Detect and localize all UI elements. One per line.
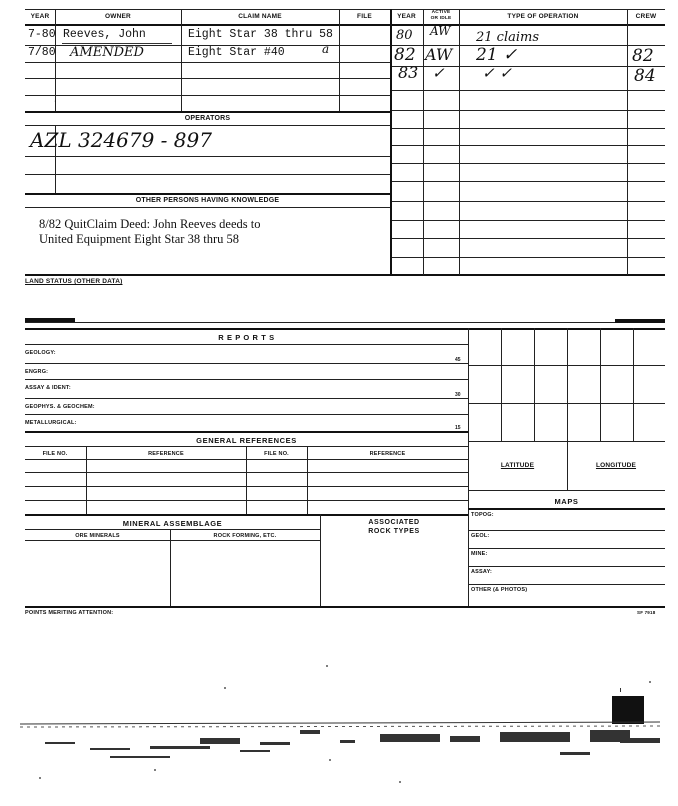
other-persons-title: OTHER PERSONS HAVING KNOWLEDGE <box>135 197 280 204</box>
claim-row-2-mark: a <box>322 42 330 56</box>
associated-rock-types-2: ROCK TYPES <box>368 528 420 535</box>
file-header: FILE <box>357 13 372 20</box>
report-label-metallurgical: METALLURGICAL: <box>25 420 77 426</box>
ref-col-file-no-1: FILE NO. <box>42 451 68 457</box>
reports-title: R E P O R T S <box>218 333 275 342</box>
rock-forming-label: ROCK FORMING, ETC. <box>213 533 277 539</box>
claim-row-1-claim-name: Eight Star 38 thru 58 <box>188 28 333 41</box>
op-row-2-type: 21 ✓ <box>476 45 518 65</box>
form-code: SF 7918 <box>637 610 656 615</box>
claim-name-header: CLAIM NAME <box>238 13 282 20</box>
land-status-label: LAND STATUS (OTHER DATA) <box>25 278 123 285</box>
type-of-operation-header: TYPE OF OPERATION <box>507 13 579 20</box>
operators-entry: AZL 324679 - 897 <box>30 128 212 152</box>
report-label-engrg: ENGRG: <box>25 369 49 375</box>
claim-row-1-owner: Reeves, John <box>63 28 146 41</box>
report-num-geology: 45 <box>455 357 461 363</box>
maps-topog-label: TOPOG: <box>471 512 494 518</box>
general-references-title: GENERAL REFERENCES <box>196 436 297 445</box>
longitude-label: LONGITUDE <box>595 462 637 469</box>
op-row-3-type: ✓ ✓ <box>482 64 512 82</box>
year2-header: YEAR <box>397 13 416 20</box>
owner-header: OWNER <box>105 13 131 20</box>
operators-title: OPERATORS <box>184 115 231 122</box>
report-label-assay: ASSAY & IDENT: <box>25 385 71 391</box>
op-row-2-crew: 82 <box>632 46 654 66</box>
active-header-1: ACTIVE <box>431 10 451 15</box>
claim-row-1-year: 7-80 <box>28 28 56 41</box>
op-row-3-crew: 84 <box>634 66 656 86</box>
other-persons-line-1: 8/82 QuitClaim Deed: John Reeves deeds to <box>39 217 261 231</box>
report-label-geophys: GEOPHYS. & GEOCHEM: <box>25 404 95 410</box>
claim-row-2-claim-name: Eight Star #40 <box>188 46 285 59</box>
crew-header: CREW <box>635 13 657 20</box>
mineral-assemblage-title: MINERAL ASSEMBLAGE <box>122 519 223 528</box>
op-row-3-active: ✓ <box>432 64 445 82</box>
report-num-metallurgical: 15 <box>455 425 461 431</box>
year-header: YEAR <box>30 13 50 20</box>
maps-mine-label: MINE: <box>471 551 488 557</box>
latitude-label: LATITUDE <box>500 462 535 469</box>
op-row-2-year: 82 <box>394 45 416 65</box>
ref-col-file-no-2: FILE NO. <box>264 451 289 457</box>
op-row-1-type: 21 claims <box>476 30 540 45</box>
report-label-geology: GEOLOGY: <box>25 350 56 356</box>
maps-assay-label: ASSAY: <box>471 569 493 575</box>
op-row-1-active: AW <box>430 24 451 38</box>
report-num-assay: 30 <box>455 392 461 398</box>
active-header-2: OR IDLE <box>430 16 452 21</box>
maps-title: MAPS <box>554 497 579 506</box>
points-meriting-attention-label: POINTS MERITING ATTENTION: <box>25 610 114 616</box>
maps-other-label: OTHER (& PHOTOS) <box>471 587 528 593</box>
op-row-2-active: AW <box>425 45 453 64</box>
ref-col-reference-1: REFERENCE <box>148 451 184 457</box>
associated-rock-types-1: ASSOCIATED <box>368 519 420 526</box>
maps-geol-label: GEOL: <box>471 533 490 539</box>
claim-row-2-year: 7/80 <box>28 46 56 59</box>
claim-row-2-owner: AMENDED <box>70 45 144 60</box>
ref-col-reference-2: REFERENCE <box>369 451 406 457</box>
op-row-3-year: 83 <box>398 63 419 82</box>
op-row-1-year: 80 <box>396 28 413 43</box>
other-persons-line-2: United Equipment Eight Star 38 thru 58 <box>39 232 239 246</box>
ore-minerals-label: ORE MINERALS <box>75 533 120 539</box>
